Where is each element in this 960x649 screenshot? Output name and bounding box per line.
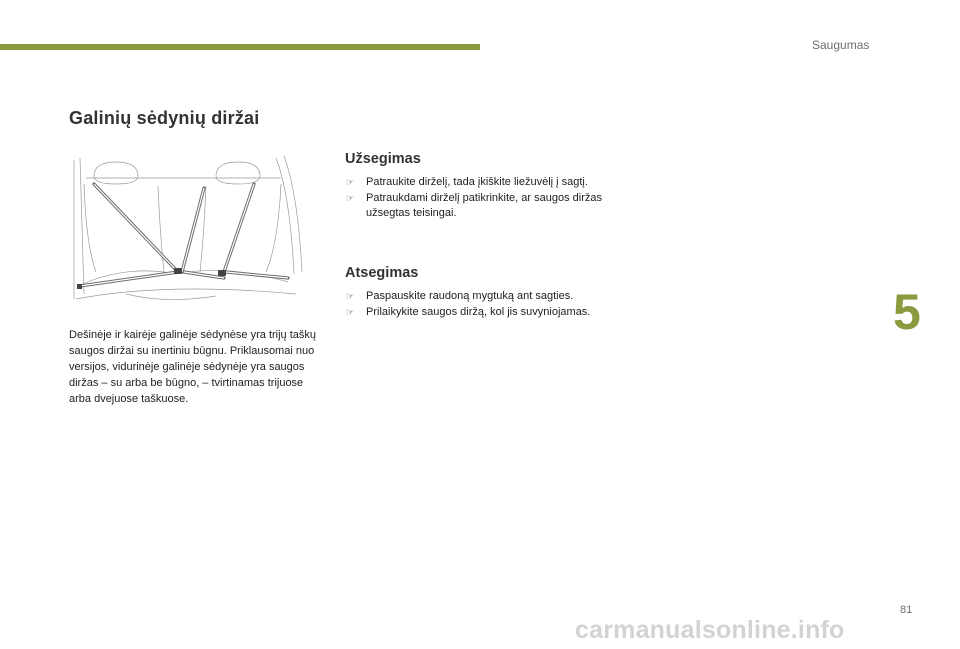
fastening-section: [345, 151, 605, 222]
list-item: ☞ Paspauskite raudoną mygtuką ant sagties.: [345, 289, 605, 305]
list-item: ☞ Patraukdami dirželį patikrinkite, ar saugos diržas užsegtas teisingai.: [346, 191, 602, 219]
rear-seat-belts-illustration: [66, 154, 310, 304]
illustration-caption: Dešinėje ir kairėje galinėje sėdynėse yra trijų taškų saugos diržai su inertiniu būgnu. Priklausomai nuo versijos, vidurinėje galinėje sėdynėje yra saugos diržas – su arba be būgno, – tvirtinamas trijuose arba dvejuose taškuose.: [69, 329, 317, 405]
page-title: Galinių sėdynių diržai: [69, 108, 260, 128]
pointing-hand-icon: ☞: [346, 306, 355, 317]
list-item: ☞ Patraukite dirželį, tada įkiškite liežuvėlį į sagtį.: [345, 175, 605, 191]
section-name: Saugumas: [812, 38, 870, 52]
fastening-heading: Užsegimas: [345, 151, 421, 167]
fastening-steps: [345, 175, 605, 222]
pointing-hand-icon: ☞: [346, 177, 355, 187]
header-accent-bar: [0, 44, 480, 50]
unfastening-section: [345, 265, 605, 320]
page-number: 81: [900, 604, 913, 616]
unfastening-heading: Atsegimas: [345, 265, 419, 281]
unfastening-steps: [345, 289, 605, 320]
list-item: ☞ Prilaikykite saugos diržą, kol jis suvyniojamas.: [345, 305, 605, 321]
chapter-number: 5: [893, 284, 921, 340]
pointing-hand-icon: ☞: [346, 291, 355, 301]
pointing-hand-icon: ☞: [346, 192, 355, 203]
watermark: carmanualsonline.info: [575, 616, 845, 644]
